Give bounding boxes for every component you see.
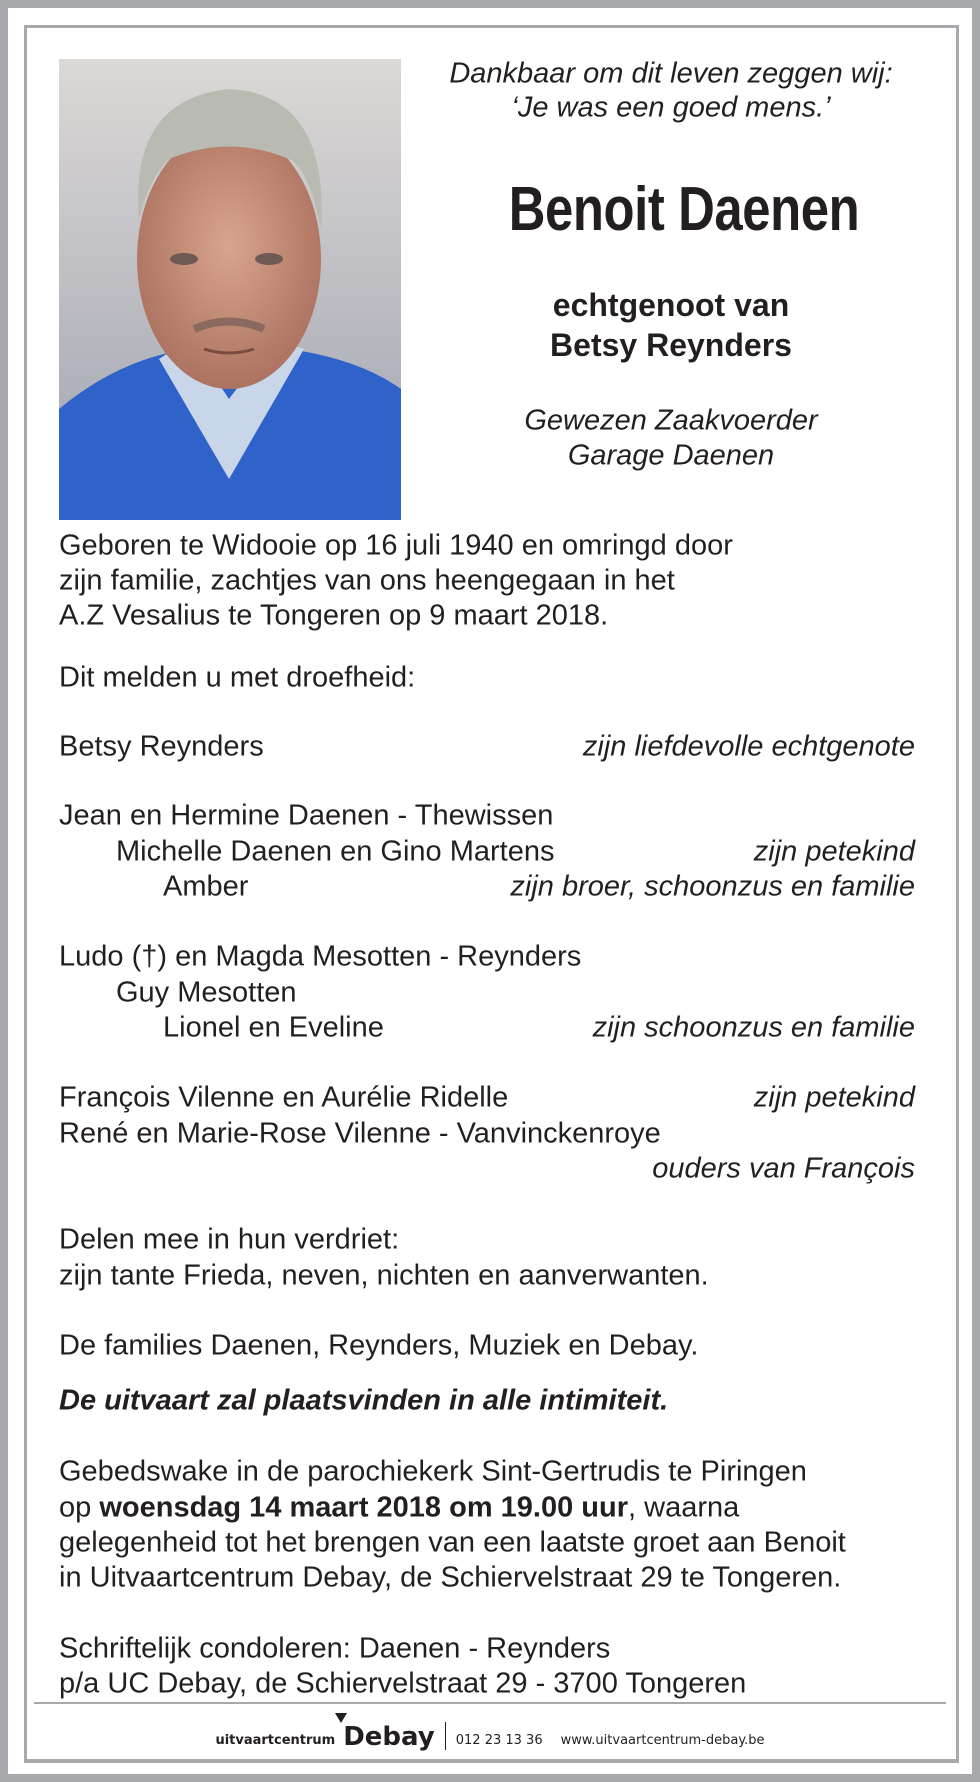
wake-line: Gebedswake in de parochiekerk Sint-Gertrudis te Piringen xyxy=(59,1455,807,1488)
announce-text: Dit melden u met droefheid: xyxy=(59,661,416,694)
quote-line: Dankbaar om dit leven zeggen wij: xyxy=(449,57,893,90)
divider xyxy=(445,1722,446,1750)
family-name: Jean en Hermine Daenen - Thewissen xyxy=(59,799,554,832)
intro-line: zijn familie, zachtjes van ons heengegaan in het xyxy=(59,564,675,597)
family-name: Lionel en Eveline xyxy=(163,1011,384,1044)
website-link[interactable]: www.uitvaartcentrum-debay.be xyxy=(560,1733,765,1748)
share-line: zijn tante Frieda, neven, nichten en aanverwanten. xyxy=(59,1259,709,1292)
wake-text: op xyxy=(59,1491,100,1524)
condolence-line: Schriftelijk condoleren: Daenen - Reynders xyxy=(59,1632,611,1665)
occupation: Gewezen Zaakvoerder xyxy=(524,404,818,437)
brand-small: uitvaartcentrum xyxy=(215,1733,336,1748)
wake-text: , waarna xyxy=(628,1491,740,1524)
spouse-name: Betsy Reynders xyxy=(550,327,792,363)
intro-line: Geboren te Widooie op 16 juli 1940 en omringd door xyxy=(59,529,733,562)
intro-line: A.Z Vesalius te Tongeren op 9 maart 2018. xyxy=(59,599,609,632)
portrait-photo xyxy=(59,59,401,520)
family-relation: zijn liefdevolle echtgenote xyxy=(582,730,915,763)
brand-name: Debay xyxy=(343,1722,435,1752)
family-name: Betsy Reynders xyxy=(59,730,264,763)
wake-datetime: woensdag 14 maart 2018 om 19.00 uur xyxy=(99,1491,629,1524)
triangle-icon xyxy=(335,1713,347,1723)
share-line: Delen mee in hun verdriet: xyxy=(59,1223,400,1256)
deceased-name: Benoit Daenen xyxy=(508,175,860,244)
quote-line: ‘Je was een goed mens.’ xyxy=(511,91,831,124)
brand-logo xyxy=(343,1722,435,1752)
family-relation: zijn broer, schoonzus en familie xyxy=(510,870,915,903)
wake-line: gelegenheid tot het brengen van een laatste groet aan Benoit xyxy=(59,1526,846,1559)
wake-line: in Uitvaartcentrum Debay, de Schiervelstraat 29 te Tongeren. xyxy=(59,1561,842,1594)
footer xyxy=(0,1718,980,1752)
footer-divider xyxy=(34,1702,946,1704)
family-relation: zijn petekind xyxy=(753,835,915,868)
family-name: Amber xyxy=(163,870,249,903)
family-relation: ouders van François xyxy=(652,1152,915,1185)
condolence-line: p/a UC Debay, de Schiervelstraat 29 - 3700 Tongeren xyxy=(59,1667,747,1700)
funeral-notice: De uitvaart zal plaatsvinden in alle intimiteit. xyxy=(59,1384,669,1417)
family-relation: zijn schoonzus en familie xyxy=(592,1011,915,1044)
families-line: De families Daenen, Reynders, Muziek en Debay. xyxy=(59,1329,699,1362)
family-name: René en Marie-Rose Vilenne - Vanvinckenroye xyxy=(59,1117,661,1150)
family-name: Michelle Daenen en Gino Martens xyxy=(116,835,555,868)
family-relation: zijn petekind xyxy=(753,1081,915,1114)
family-name: François Vilenne en Aurélie Ridelle xyxy=(59,1081,509,1114)
family-name: Ludo (†) en Magda Mesotten - Reynders xyxy=(59,940,582,973)
occupation: Garage Daenen xyxy=(567,439,775,472)
phone-number: 012 23 13 36 xyxy=(455,1733,543,1748)
wake-line xyxy=(59,1491,740,1524)
spouse-label: echtgenoot van xyxy=(552,287,790,323)
family-name: Guy Mesotten xyxy=(116,976,297,1009)
